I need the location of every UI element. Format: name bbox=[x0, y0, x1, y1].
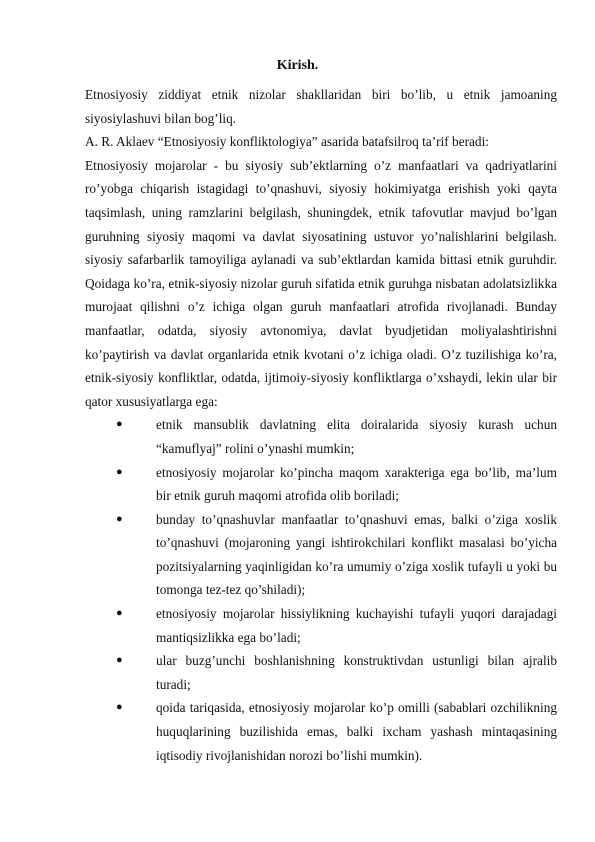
list-item-text: etnosiyosiy mojarolar ko’pincha maqom xarakteriga ega bo’lib, ma’lum bir etnik guruh maqomi atrofida olib boriladi; bbox=[156, 464, 557, 504]
paragraph: Etnosiyosiy ziddiyat etnik nizolar shakllaridan biri bo’lib, u etnik jamoaning siyosiylashuvi bilan bog’liq. bbox=[85, 87, 557, 126]
bullet-icon: ● bbox=[116, 607, 123, 620]
paragraph: Etnosiyosiy mojarolar - bu siyosiy sub’ektlarning o’z manfaatlari va qadriyatlarini ro’yobga chiqarish istagidagi to’qnashuvi, siyosiy hokimiyatga erishish yoki qayta taqsimlash, uning ramzlarini belgilash, shuningdek, etnik tafovutlar mavjud bo’lgan guruhning siyosiy maqomi va davlat siyosatining ustuvor yo’nalishlarini belgilash. siyosiy safarbarlik tamoyiliga aylanadi va sub’ektlardan kamida bittasi etnik guruhdir. Qoidaga ko’ra, etnik-siyosiy nizolar guruh sifatida etnik guruhga nisbatan adolatsizlikka murojaat qilishni o’z ichiga olgan guruh manfaatlari atrofida rivojlanadi. Bunday manfaatlar, odatda, siyosiy avtonomiya, davlat byudjetidan moliyalashtirishni ko’paytirish va davlat organlarida etnik kvotani o’z ichiga oladi. O’z tuzilishiga ko’ra, etnik-siyosiy konfliktlar, odatda, ijtimoiy-siyosiy konfliktlarga o’xshaydi, lekin ular bir qator xususiyatlarga ega: bbox=[85, 157, 557, 409]
list-item-text: etnik mansublik davlatning elita doiralarida siyosiy kurash uchun “kamuflyaj” rolini o’ynashi mumkin; bbox=[156, 417, 557, 456]
list-item-text: bunday to’qnashuvlar manfaatlar to’qnashuvi emas, balki o’ziga xoslik to’qnashuvi (mojaroning yangi ishtirokchilari konflikt masalasi bo’yicha pozitsiyalarning yaqinligidan ko’ra umumiy o’ziga xoslik tufayli u yoki bu tomonga tez-tez qo’shiladi); bbox=[156, 511, 557, 598]
list-item bbox=[85, 508, 557, 602]
document-body bbox=[85, 83, 557, 767]
bullet-icon: ● bbox=[116, 465, 123, 478]
list-item bbox=[85, 602, 557, 649]
list-item bbox=[85, 461, 557, 508]
bullet-icon: ● bbox=[116, 654, 123, 667]
list-item-text: etnosiyosiy mojarolar hissiylikning kuchayishi tufayli yuqori darajadagi mantiqsizlikka ega bo’ladi; bbox=[156, 606, 557, 645]
list-item-text: qoida tariqasida, etnosiyosiy mojarolar ko’p omilli (sabablari ozchilikning huquqlarining buzilishida emas, balki ixcham yashash mintaqasining iqtisodiy rivojlanishidan norozi bo’lishi mumkin). bbox=[156, 700, 557, 763]
bullet-icon: ● bbox=[116, 512, 123, 525]
bullet-icon: ● bbox=[116, 701, 123, 714]
list-item bbox=[85, 413, 557, 460]
list-item bbox=[85, 649, 557, 696]
bullet-list bbox=[85, 413, 557, 767]
paragraph: A. R. Aklaev “Etnosiyosiy konfliktologiya” asarida batafsilroq ta’rif beradi: bbox=[85, 134, 489, 150]
list-item bbox=[85, 696, 557, 767]
list-item-text: ular buzg’unchi boshlanishning konstruktivdan ustunligi bilan ajralib turadi; bbox=[156, 653, 557, 692]
page-title: Kirish. bbox=[276, 58, 319, 73]
bullet-icon: ● bbox=[116, 418, 123, 431]
